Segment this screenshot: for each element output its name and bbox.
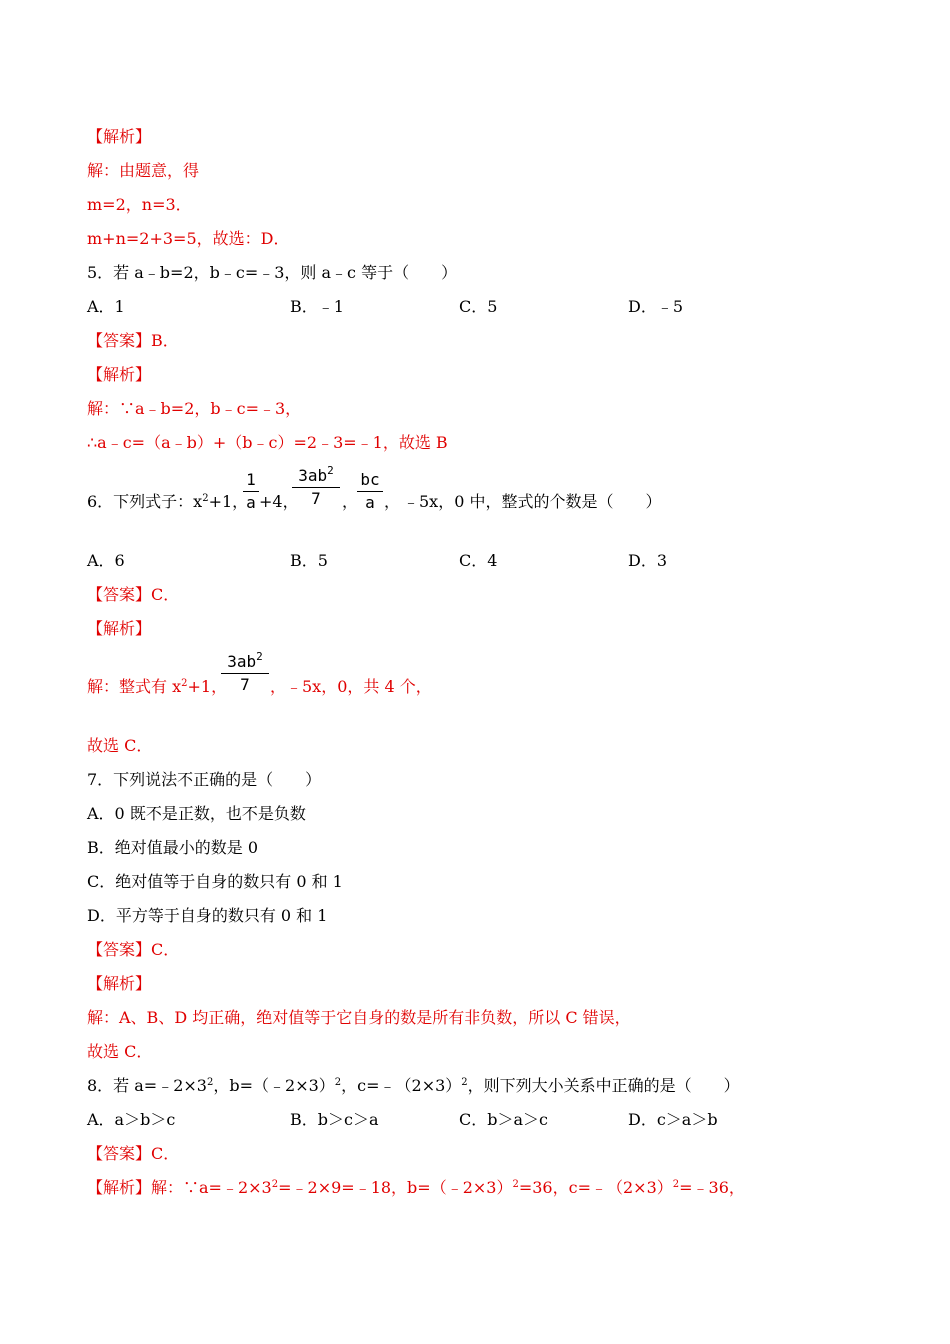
q8-stem-exp-3: 2 (461, 1077, 468, 1088)
q8-solution-exp-1: 2 (271, 1179, 279, 1190)
q6-comma-2: ， (384, 492, 401, 511)
q8-solution-d: =﹣36， (679, 1178, 745, 1197)
q8-option-d: D．c＞a＞b (628, 1110, 718, 1129)
q6-solution-suffix: ，﹣5x，0，共 4 个， (270, 677, 432, 696)
q6-solution-exponent: 2 (181, 678, 188, 689)
q8-option-b: B．b＞c＞a (290, 1110, 379, 1129)
q8-stem-exp-1: 2 (206, 1077, 214, 1088)
q8-analysis-label: 【解析】 (87, 1178, 152, 1197)
q6-stem-after-x2: +1， (208, 492, 249, 511)
frac3-numerator: bc (360, 470, 380, 489)
sol-frac-numerator-exponent: 2 (256, 650, 263, 663)
q6-option-c: C．4 (459, 551, 498, 570)
q5-solution-line-1: 解：∵a﹣b=2，b﹣c=﹣3， (87, 399, 302, 418)
q8-solution (87, 1178, 745, 1198)
frac1-numerator: 1 (246, 470, 256, 489)
q8-stem-d: ，则下列大小关系中正确的是（ ） (467, 1076, 740, 1095)
frac2-numerator-base: 3ab (298, 466, 328, 485)
q5-option-d: D．﹣5 (628, 297, 684, 316)
sol-frac-numerator-base: 3ab (227, 652, 257, 671)
q6-stem-prefix: 6．下列式子：x (87, 492, 203, 511)
sol-frac-bar (221, 673, 269, 674)
q7-option-b: B．绝对值最小的数是 0 (87, 838, 259, 857)
q6-stem-start (87, 492, 248, 512)
q8-stem-b: ，b=（﹣2×3） (213, 1076, 335, 1095)
frac2-bar (292, 487, 340, 488)
q7-stem: 7．下列说法不正确的是（ ） (87, 770, 322, 789)
q8-option-a: A．a＞b＞c (87, 1110, 176, 1129)
q6-stem-suffix: ﹣5x，0 中，整式的个数是（ ） (403, 492, 662, 511)
q6-solution-fraction (221, 650, 269, 694)
q6-solution-end: 故选 C． (87, 736, 153, 755)
frac1-bar (243, 491, 259, 492)
q6-stem-exponent: 2 (202, 493, 209, 504)
q8-solution-exp-2: 2 (512, 1179, 519, 1190)
q6-comma-1: ， (342, 492, 359, 511)
sol-frac-denominator: 7 (240, 675, 250, 694)
q8-answer: 【答案】C． (87, 1144, 180, 1163)
q4-solution-line-2: m=2，n=3． (87, 195, 192, 214)
q7-solution-line-2: 故选 C． (87, 1042, 153, 1061)
q6-stem-plus4: +4， (259, 492, 299, 511)
q7-option-c: C．绝对值等于自身的数只有 0 和 1 (87, 872, 343, 891)
frac2-denominator: 7 (311, 489, 321, 508)
q6-option-d: D．3 (628, 551, 668, 570)
frac3-bar (357, 491, 383, 492)
q5-analysis-label: 【解析】 (87, 365, 152, 384)
q6-solution-mid: +1， (187, 677, 228, 696)
q8-stem-c: ，c=﹣（2×3） (341, 1076, 462, 1095)
q5-answer: 【答案】B． (87, 331, 179, 350)
q6-fraction-3ab2-over-7 (292, 464, 340, 508)
frac2-numerator (292, 464, 340, 485)
q6-answer: 【答案】C． (87, 585, 180, 604)
q7-answer: 【答案】C． (87, 940, 180, 959)
q6-fraction-1-over-a (243, 471, 259, 512)
q8-solution-exp-3: 2 (672, 1179, 680, 1190)
q6-analysis-label: 【解析】 (87, 619, 152, 638)
q5-option-a: A．1 (87, 297, 125, 316)
q7-option-d: D．平方等于自身的数只有 0 和 1 (87, 906, 328, 925)
q6-option-b: B．5 (290, 551, 328, 570)
q6-option-a: A．6 (87, 551, 125, 570)
q4-solution-line-3: m+n=2+3=5，故选：D． (87, 229, 290, 248)
q8-stem-exp-2: 2 (334, 1077, 342, 1088)
q6-solution-start (87, 677, 227, 697)
q8-solution-b: =﹣2×9=﹣18，b=（﹣2×3） (278, 1178, 513, 1197)
q6-fraction-bc-over-a (357, 471, 383, 512)
q7-solution-line-1: 解：A、B、D 均正确，绝对值等于它自身的数是所有非负数，所以 C 错误， (87, 1008, 631, 1027)
q5-option-b: B．﹣1 (290, 297, 344, 316)
q8-option-c: C．b＞a＞c (459, 1110, 548, 1129)
frac1-denominator: a (246, 493, 256, 512)
q8-solution-c: =36，c=﹣（2×3） (518, 1178, 673, 1197)
frac2-numerator-exponent: 2 (327, 464, 334, 477)
q7-analysis-label: 【解析】 (87, 974, 152, 993)
q4-solution-line-1: 解：由题意，得 (87, 161, 200, 180)
q8-stem (87, 1076, 740, 1096)
q4-analysis-label: 【解析】 (87, 127, 152, 146)
frac3-denominator: a (365, 493, 375, 512)
q6-solution-prefix: 解：整式有 x (87, 677, 182, 696)
q8-solution-a: 解：∵a=﹣2×3 (151, 1178, 272, 1197)
q8-stem-a: 8．若 a=﹣2×3 (87, 1076, 207, 1095)
q5-solution-line-2: ∴a﹣c=（a﹣b）+（b﹣c）=2﹣3=﹣1，故选 B (87, 433, 448, 452)
q5-stem: 5．若 a﹣b=2，b﹣c=﹣3，则 a﹣c 等于（ ） (87, 263, 458, 282)
q5-option-c: C．5 (459, 297, 498, 316)
q7-option-a: A．0 既不是正数，也不是负数 (87, 804, 306, 823)
sol-frac-numerator (221, 650, 269, 671)
